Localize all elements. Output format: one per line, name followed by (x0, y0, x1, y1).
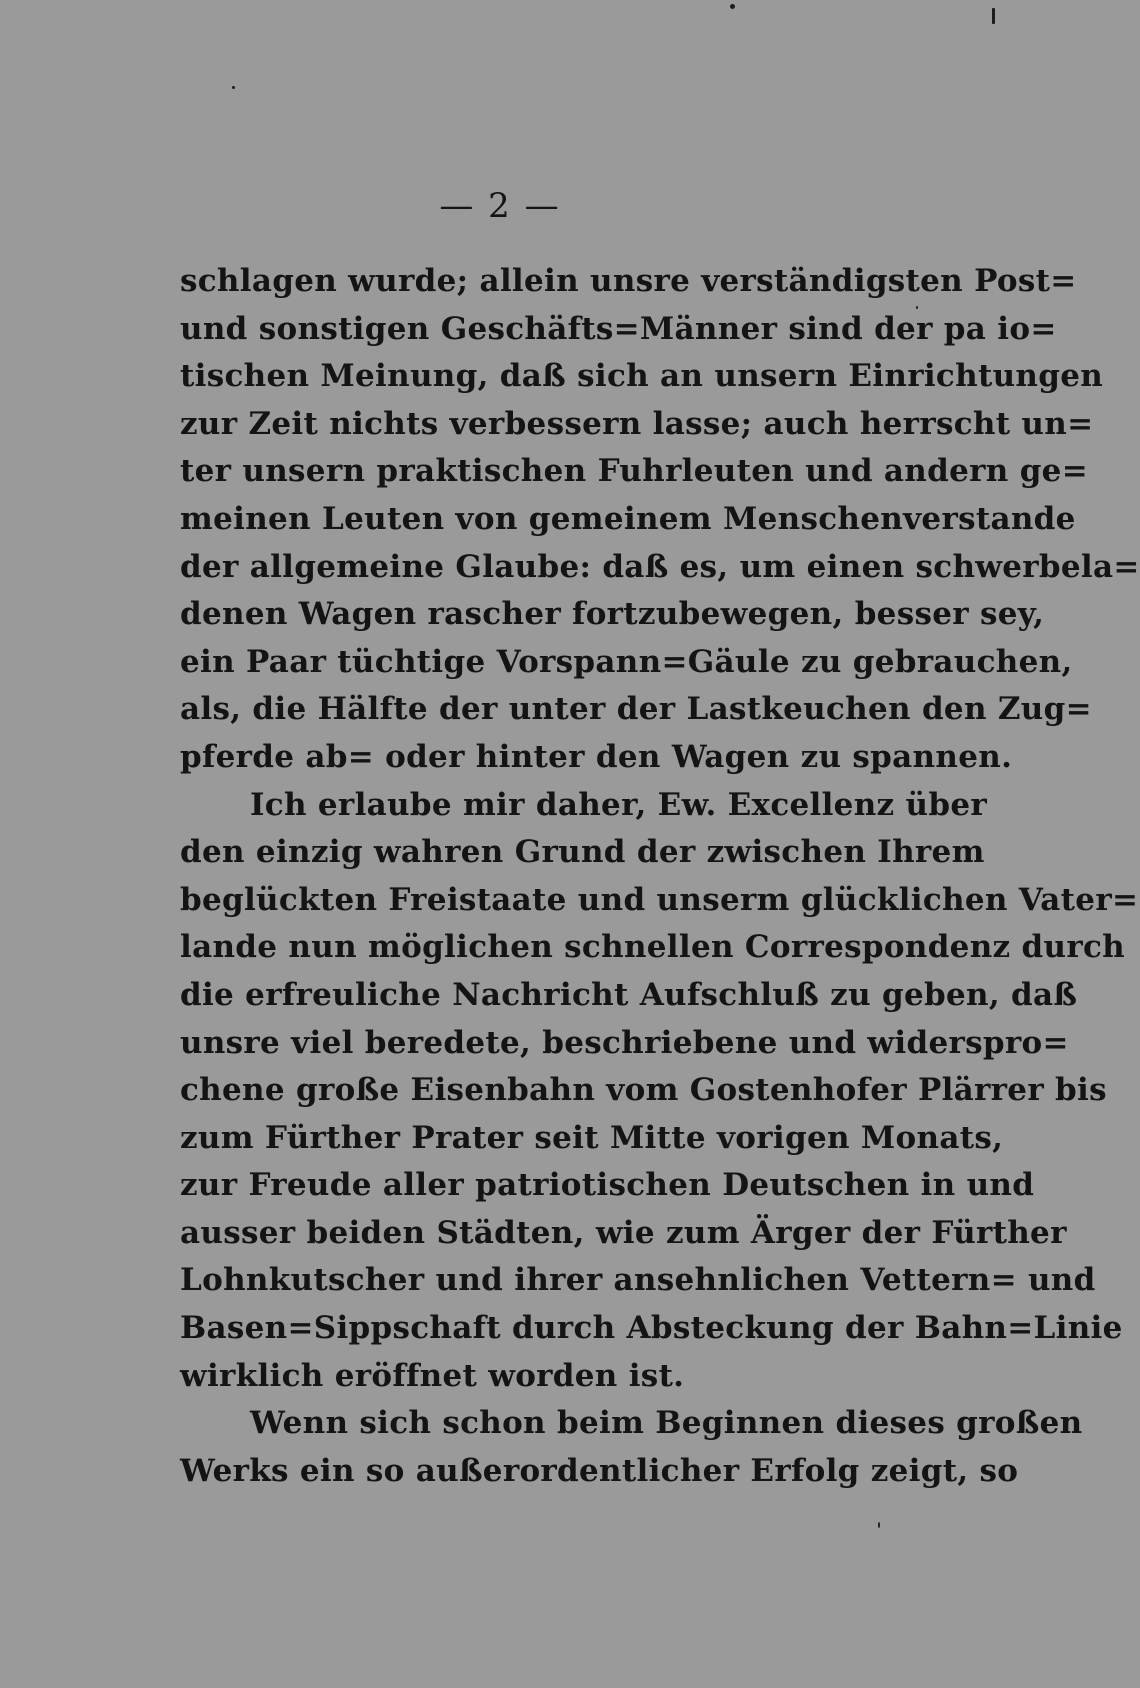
text-line: als, die Hälfte der unter der Lastkeuchen den Zug= (180, 691, 1092, 728)
paragraph-3 (180, 1400, 1083, 1495)
text-line: Ich erlaube mir daher, Ew. Excellenz über (250, 786, 988, 823)
text-line: zur Zeit nichts verbessern lasse; auch herrscht un= (180, 405, 1094, 442)
text-line: Werks ein so außerordentlicher Erfolg zeigt, so (180, 1452, 1019, 1489)
text-line: unsre viel beredete, beschriebene und widerspro= (180, 1024, 1069, 1061)
scan-speck (916, 306, 918, 309)
text-line: beglückten Freistaate und unserm glücklichen Vater= (180, 881, 1139, 918)
text-line: meinen Leuten von gemeinem Menschenverstande (180, 500, 1076, 537)
scan-speck (232, 86, 235, 89)
text-line: lande nun möglichen schnellen Correspondenz durch (180, 929, 1125, 966)
text-line: pferde ab= oder hinter den Wagen zu spannen. (180, 738, 1013, 775)
text-line: Lohnkutscher und ihrer ansehnlichen Vettern= und (180, 1262, 1096, 1299)
text-line: tischen Meinung, daß sich an unsern Einrichtungen (180, 358, 1104, 395)
text-line: die erfreuliche Nachricht Aufschluß zu geben, daß (180, 976, 1078, 1013)
paragraph-2 (180, 782, 1139, 1401)
scan-speck (730, 4, 735, 9)
text-line: schlagen wurde; allein unsre verständigsten Post= (180, 263, 1077, 299)
text-line: zum Fürther Prater seit Mitte vorigen Monats, (180, 1119, 1004, 1156)
paragraph-1 (180, 258, 1140, 782)
body-text (180, 258, 1140, 1495)
scan-speck (878, 1522, 880, 1528)
text-line: denen Wagen rascher fortzubewegen, besser sey, (180, 596, 1045, 633)
text-line: ter unsern praktischen Fuhrleuten und andern ge= (180, 453, 1088, 490)
text-line: wirklich eröffnet worden ist. (180, 1357, 685, 1394)
text-line: ausser beiden Städten, wie zum Ärger der Fürther (180, 1214, 1067, 1251)
text-line: chene große Eisenbahn vom Gostenhofer Plärrer bis (180, 1072, 1107, 1109)
page-number-header: — 2 — (439, 186, 561, 226)
text-line: den einzig wahren Grund der zwischen Ihrem (180, 834, 985, 871)
text-line: und sonstigen Geschäfts=Männer sind der pa io= (180, 310, 1057, 347)
text-line: ein Paar tüchtige Vorspann=Gäule zu gebrauchen, (180, 643, 1073, 680)
text-line: zur Freude aller patriotischen Deutschen in und (180, 1167, 1035, 1204)
text-line: Wenn sich schon beim Beginnen dieses großen (250, 1405, 1083, 1442)
scan-speck (992, 8, 995, 24)
text-line: der allgemeine Glaube: daß es, um einen schwerbela= (180, 548, 1140, 585)
text-line: Basen=Sippschaft durch Absteckung der Bahn=Linie (180, 1310, 1123, 1347)
